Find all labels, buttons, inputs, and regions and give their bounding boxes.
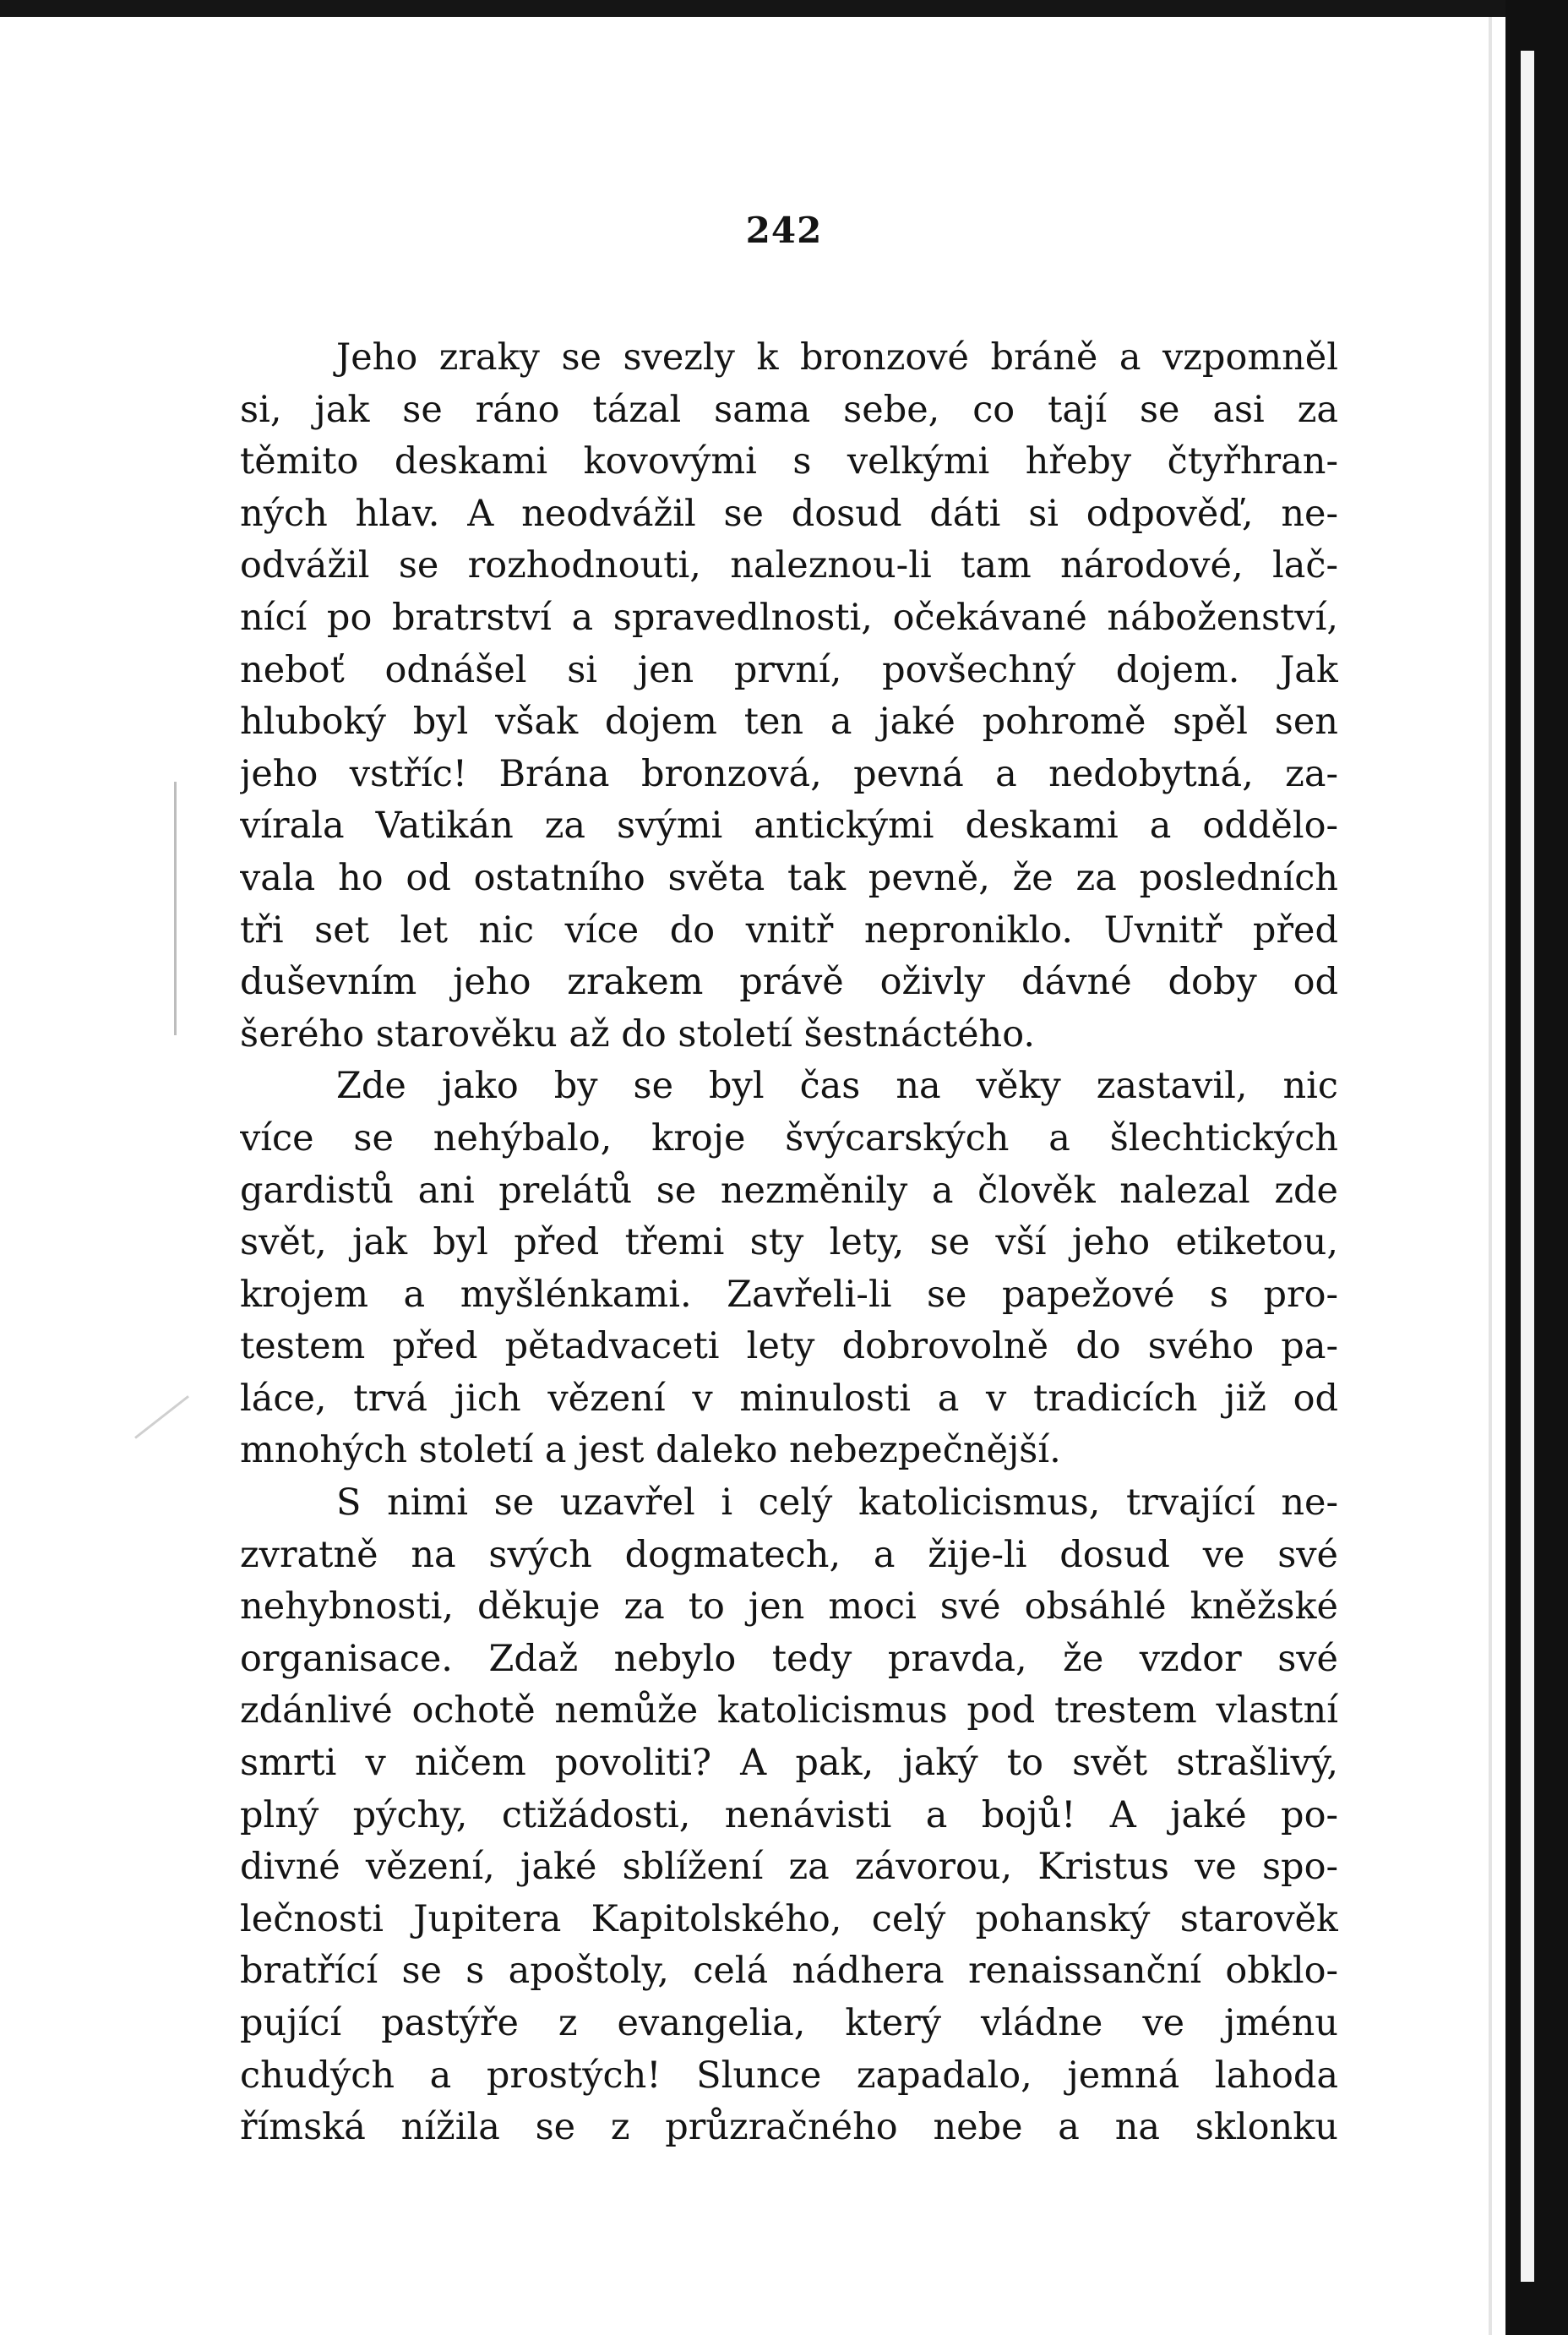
text-line: zdánlivé ochotě nemůže katolicismus pod trestem vlastní (240, 1689, 1338, 1732)
text-line: nící po bratrství a spravedlnosti, očekávané náboženství, (240, 596, 1338, 639)
margin-pencil-mark (174, 782, 177, 1035)
text-line: krojem a myšlénkami. Zavřeli-li se papežové s pro- (240, 1273, 1338, 1316)
text-line: chudých a prostých! Slunce zapadalo, jemná lahoda (240, 2054, 1338, 2097)
page-number: 242 (745, 210, 823, 251)
text-line: vírala Vatikán za svými antickými deskami a oddělo- (240, 805, 1338, 848)
page-edge (1489, 17, 1492, 2335)
text-line: odvážil se rozhodnouti, naleznou-li tam národové, lač- (240, 544, 1338, 587)
text-line: více se nehýbalo, kroje švýcarských a šlechtických (240, 1116, 1338, 1159)
text-line: Zde jako by se byl čas na věky zastavil, nic (336, 1065, 1338, 1108)
text-line: plný pýchy, ctižádosti, nenávisti a bojů! A jaké po- (240, 1793, 1338, 1836)
text-line: ných hlav. A neodvážil se dosud dáti si odpověď, ne- (240, 492, 1338, 535)
book-binding (1505, 0, 1568, 2335)
margin-pencil-mark (134, 1395, 189, 1439)
text-line: S nimi se uzavřel i celý katolicismus, trvající ne- (336, 1481, 1338, 1525)
text-line: pující pastýře z evangelia, který vládne ve jménu (240, 2002, 1338, 2044)
binding-highlight (1521, 51, 1534, 2282)
text-line: gardistů ani prelátů se nezměnily a člověk nalezal zde (240, 1169, 1338, 1212)
text-line: Jeho zraky se svezly k bronzové bráně a vzpomněl (336, 336, 1338, 379)
text-line: smrti v ničem povoliti? A pak, jaký to svět strašlivý, (240, 1742, 1338, 1785)
text-line: bratřící se s apoštoly, celá nádhera renaissanční obklo- (240, 1950, 1338, 1993)
text-line: těmito deskami kovovými s velkými hřeby čtyřhran- (240, 440, 1338, 483)
text-line: svět, jak byl před třemi sty lety, se vší jeho etiketou, (240, 1221, 1338, 1264)
text-line: nehybnosti, děkuje za to jen moci své obsáhlé kněžské (240, 1585, 1338, 1628)
text-line: láce, trvá jich vězení v minulosti a v tradicích již od (240, 1377, 1338, 1420)
text-line: lečnosti Jupitera Kapitolského, celý pohanský starověk (240, 1897, 1338, 1940)
text-line: organisace. Zdaž nebylo tedy pravda, že vzdor své (240, 1637, 1338, 1680)
text-line: duševním jeho zrakem právě oživly dávné doby od (240, 961, 1338, 1004)
body-text (240, 332, 1338, 2154)
text-line: tři set let nic více do vnitř neproniklo. Uvnitř před (240, 908, 1338, 952)
text-line: neboť odnášel si jen první, povšechný dojem. Jak (240, 648, 1338, 691)
scan-top-edge (0, 0, 1568, 17)
text-line: mnohých století a jest daleko nebezpečnější. (240, 1429, 1061, 1472)
text-line: šerého starověku až do století šestnáctého. (240, 1012, 1036, 1056)
text-line: zvratně na svých dogmatech, a žije-li dosud ve své (240, 1533, 1338, 1576)
text-line: testem před pětadvaceti lety dobrovolně do svého pa- (240, 1325, 1338, 1368)
text-line: jeho vstříc! Brána bronzová, pevná a nedobytná, za- (240, 752, 1338, 795)
text-line: římská nížila se z průzračného nebe a na sklonku (240, 2106, 1338, 2149)
text-line: si, jak se ráno tázal sama sebe, co tají se asi za (240, 388, 1338, 431)
text-line: vala ho od ostatního světa tak pevně, že za posledních (240, 856, 1338, 899)
text-line: hluboký byl však dojem ten a jaké pohromě spěl sen (240, 701, 1338, 744)
text-line: divné vězení, jaké sblížení za závorou, Kristus ve spo- (240, 1846, 1338, 1889)
